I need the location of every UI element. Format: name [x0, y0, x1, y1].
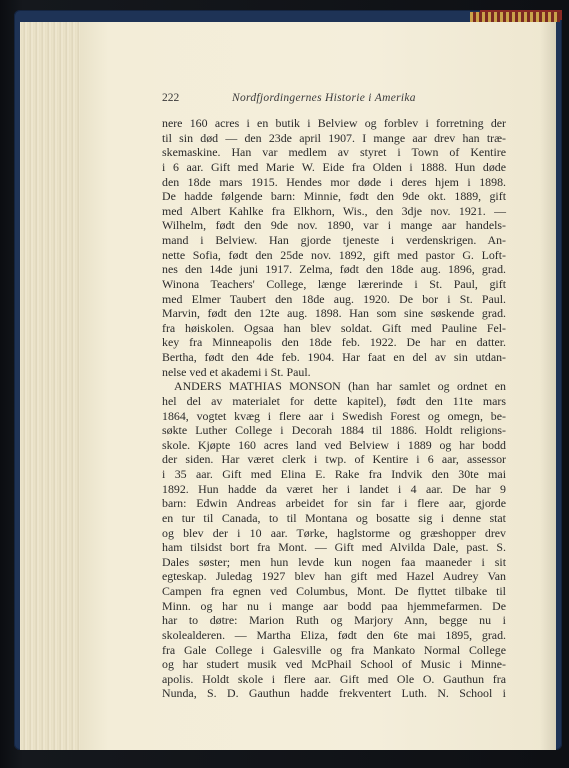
text-line: ANDERS MATHIAS MONSON (han har samlet og ordnet en	[174, 379, 506, 394]
page-edges	[20, 22, 85, 750]
text-line: i 35 aar. Gift med Elina E. Rake fra Indvik den 30te mai	[162, 467, 506, 481]
running-head: Nordfjordingernes Historie i Amerika	[232, 92, 416, 104]
text-line: Minn. og har nu i mange aar bodd paa hjemmefarmen. De	[162, 598, 506, 613]
text-line: hel del av materialet for dette kapitel), født den 11te mars	[162, 393, 506, 408]
text-line: nette Sofia, født den 25de nov. 1892, gift med pastor G. Loft-	[162, 247, 506, 262]
text-line: 1864, vogtet kvæg i flere aar i Swedish Forest og omegn, be-	[162, 408, 506, 423]
page-number: 222	[162, 92, 180, 104]
text-line: nes den 14de juni 1917. Zelma, født den 18de aug. 1896, grad.	[162, 262, 506, 277]
text-line: og har studert musik ved McPhail School of Music i Minne-	[162, 657, 506, 672]
text-line: til sin død — den 23de april 1907. I mange aar drev han træ-	[162, 130, 506, 145]
text-line: der siden. Har været clerk i twp. of Kentire i 6 aar, assessor	[162, 452, 506, 467]
text-line: med Albert Kahlke fra Elkhorn, Wis., den 3dje nov. 1921. —	[162, 203, 506, 218]
text-line: fra høiskolen. Ogsaa han blev soldat. Gift med Pauline Fel-	[162, 320, 506, 335]
text-line: De hadde følgende barn: Minnie, født den 9de okt. 1889, gift	[162, 189, 506, 204]
text-line: Wilhelm, født den 9de nov. 1890, var i mange aar handels-	[162, 218, 506, 233]
text-line: Campen fra egnen ved Columbus, Mont. De flyttet tilbake til	[162, 584, 506, 598]
body-text	[162, 116, 506, 701]
text-line: Winona Teachers' College, længe lærerinde i St. Paul, gift	[162, 276, 506, 291]
text-line: 1892. Hun hadde da været her i landet i 4 aar. De har 9	[162, 481, 506, 496]
text-line: ham tilsidst bort fra Mont. — Gift med Alvilda Dale, past. S.	[162, 540, 506, 555]
text-line: skolealderen. — Martha Eliza, født den 6te mai 1895, grad.	[162, 627, 506, 642]
text-line: Bertha, født den 4de feb. 1904. Har faat en del av sin utdan-	[162, 350, 506, 364]
text-line: i 6 aar. Gift med Marie W. Eide fra Olden i 1888. Hun døde	[162, 159, 506, 174]
text-line: fra Gale College i Galesville og fra Mankato Normal College	[162, 642, 506, 657]
text-line: mand i Belview. Han gjorde tjeneste i verdenskrigen. An-	[162, 233, 506, 247]
text-line: Dales søster; men hun levde kun nogen faa maaneder i sit	[162, 554, 506, 569]
text-line: og blev der i 10 aar. Tørke, haglstorme og græshopper drev	[162, 525, 506, 540]
text-line: nelse ved et akademi i St. Paul.	[162, 364, 311, 379]
text-line: skemaskine. Han var medlem av styret i Town of Kentire	[162, 145, 506, 160]
text-line: egteskap. Juledag 1927 blev han gift med Hazel Audrey Van	[162, 569, 506, 584]
text-line: søkte Luther College i Decorah 1884 til 1886. Holdt religions-	[162, 423, 506, 438]
text-line: nere 160 acres i en butik i Belview og forblev i forretning der	[162, 116, 506, 130]
text-line: key fra Minneapolis den 18de feb. 1922. De har en datter.	[162, 335, 506, 350]
cover-edge-decoration	[470, 12, 560, 22]
text-line: Nunda, S. D. Gauthun hadde frekventert Luth. N. School i	[162, 686, 506, 701]
text-line: med Elmer Taubert den 18de aug. 1920. De bor i St. Paul.	[162, 291, 506, 306]
text-line: barn: Edwin Andreas arbeidet for sin far i flere aar, gjorde	[162, 496, 506, 511]
text-line: apolis. Holdt skole i flere aar. Gift med Ole O. Gauthun fra	[162, 671, 506, 686]
text-line: en tur til Canada, to til Montana og bosatte sig i denne stat	[162, 510, 506, 525]
text-line: har to døtre: Marion Ruth og Marjory Ann, begge nu i	[162, 613, 506, 628]
text-line: den 18de mars 1915. Hendes mor døde i deres hjem i 1898.	[162, 174, 506, 189]
text-line: Marvin, født den 12te aug. 1898. Han som sine søskende grad.	[162, 306, 506, 321]
page-header	[162, 92, 522, 108]
text-line: skole. Kjøpte 160 acres land ved Belview i 1889 og har bodd	[162, 437, 506, 452]
page-shadow	[540, 22, 556, 750]
